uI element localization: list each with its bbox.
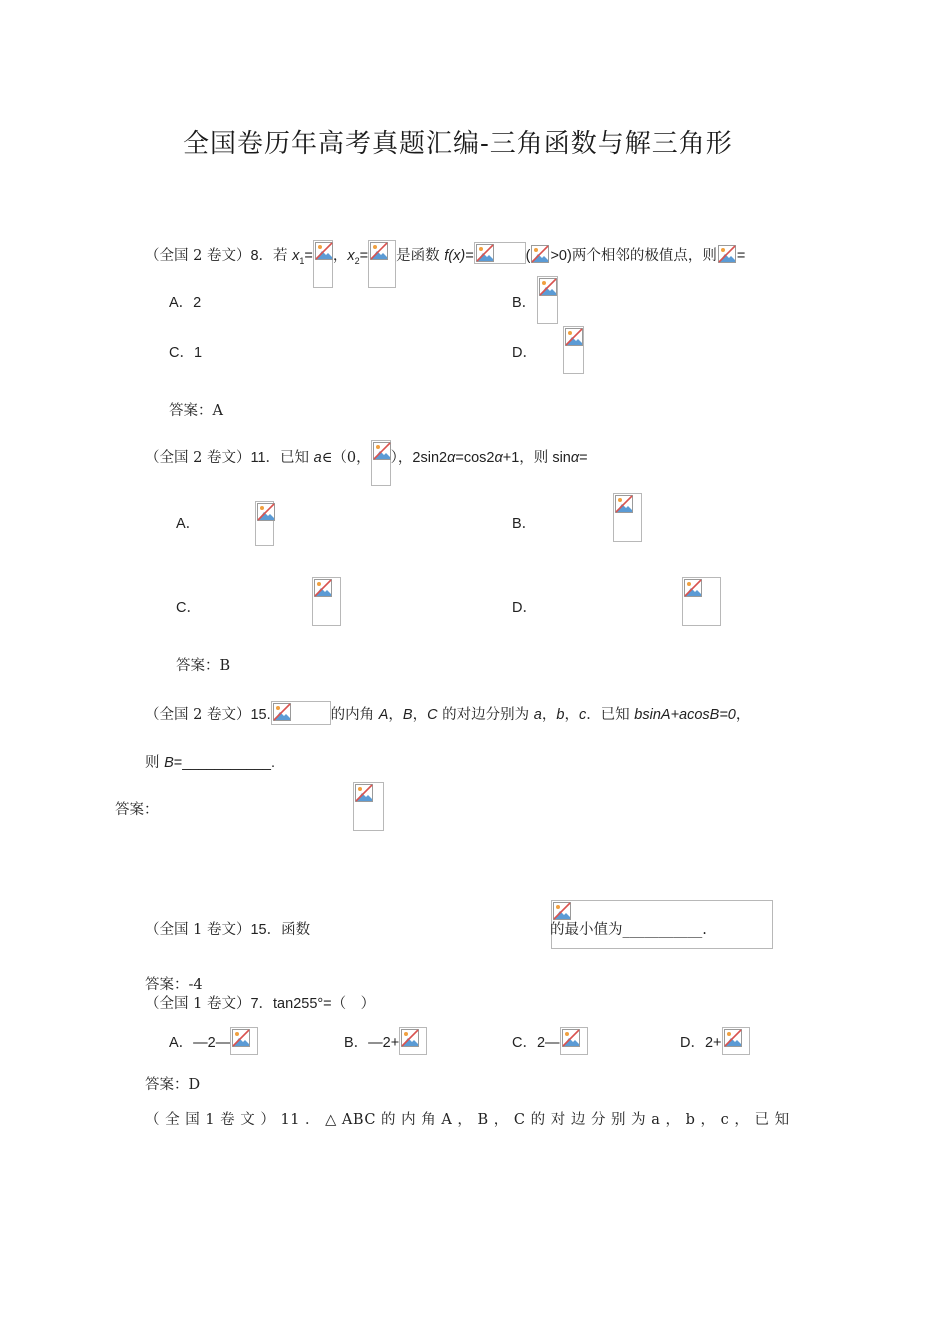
option-d xyxy=(680,1027,750,1055)
var-x1: x xyxy=(292,248,300,264)
formula-image-icon xyxy=(537,276,558,324)
equals-sign: = xyxy=(359,248,369,264)
answer: 答案：B xyxy=(176,658,231,674)
comma: ， xyxy=(332,248,348,264)
option-c xyxy=(512,1027,588,1055)
formula-image-icon xyxy=(563,326,584,374)
question-number: 15. xyxy=(250,707,271,723)
stem-text: +1，则 sin xyxy=(502,450,571,466)
formula-image-icon xyxy=(371,440,391,486)
stem-text: tan255°=（ ） xyxy=(273,996,376,1012)
formula-image-icon xyxy=(368,240,396,288)
stem-text: =cos2 xyxy=(455,450,495,466)
option-a: A． xyxy=(176,516,201,532)
omega-image-icon xyxy=(530,244,550,264)
option-d: D． xyxy=(512,600,537,616)
question-2-stem xyxy=(145,440,588,486)
answer: 答案： xyxy=(115,802,159,818)
question-source: （全国 2 卷文） xyxy=(145,450,251,466)
answer: 答案：-4 xyxy=(145,977,203,993)
question-4-stem xyxy=(145,918,310,939)
question-source: （全国 2 卷文） xyxy=(145,707,251,723)
condition-text: >0) xyxy=(550,248,572,264)
comma: ， xyxy=(564,707,579,723)
stem-text: 若 xyxy=(273,248,293,264)
equals-sign: = xyxy=(304,248,313,264)
comma: ， xyxy=(541,707,557,723)
var-a: a xyxy=(533,707,542,723)
question-5-stem xyxy=(145,992,375,1013)
var-alpha: α xyxy=(494,450,503,466)
stem-text: 两个相邻的极值点，则 xyxy=(571,248,717,264)
function-fx: f(x)= xyxy=(444,248,474,264)
formula-image-icon xyxy=(399,1027,427,1055)
formula-image-icon xyxy=(230,1027,258,1055)
question-number: 15． xyxy=(250,922,282,938)
var-alpha: α xyxy=(570,450,580,466)
equals-sign: = xyxy=(736,248,746,264)
equals-sign: = xyxy=(579,450,588,466)
var-b: b xyxy=(556,707,565,723)
stem-text: 函数 xyxy=(281,922,311,938)
stem-text: 的内角 xyxy=(330,707,379,723)
answer-blank: =___________. xyxy=(173,755,275,771)
formula-image-icon xyxy=(722,1027,750,1055)
stem-text: 则 xyxy=(145,755,165,771)
question-number: 8． xyxy=(250,248,274,264)
var-alpha: a xyxy=(313,450,322,466)
formula-image-icon xyxy=(682,577,721,626)
option-text: B．—2+ xyxy=(344,1035,400,1051)
stem-text: 的对边分别为 xyxy=(437,707,534,723)
formula-image-icon xyxy=(271,701,331,725)
option-d: D． xyxy=(512,345,537,361)
question-source: （全国 2 卷文） xyxy=(145,248,251,264)
stem-text: 是函数 xyxy=(396,248,445,264)
option-b: B． xyxy=(512,295,537,311)
paren: ( xyxy=(525,248,531,264)
omega-image-icon xyxy=(717,244,737,264)
var-A: A xyxy=(378,707,389,723)
option-b: B． xyxy=(512,516,537,532)
question-6-stem: （ 全 国 1 卷 文 ） 11 ． △ ABC 的 内 角 A ， B ， C 的 对 边 分 别 为 a ， b ， c ， 已 知 xyxy=(145,1112,790,1128)
question-number: 7． xyxy=(250,996,274,1012)
var-c: c xyxy=(578,707,587,723)
comma: ， xyxy=(388,707,403,723)
question-3-line2 xyxy=(145,751,275,772)
formula-image-icon xyxy=(474,242,526,264)
question-1-stem xyxy=(145,240,745,288)
stem-text: 的最小值为___________. xyxy=(550,922,707,938)
subscript: 1 xyxy=(299,255,305,266)
option-a: A．2 xyxy=(169,295,202,311)
var-B: B xyxy=(402,707,413,723)
page-title: 全国卷历年高考真题汇编-三角函数与解三角形 xyxy=(183,129,733,159)
answer: 答案：A xyxy=(169,403,223,419)
stem-text: ∈（0， xyxy=(321,450,371,466)
question-3-stem xyxy=(145,701,750,725)
formula-image-icon xyxy=(613,493,642,542)
comma: ， xyxy=(735,707,751,723)
formula-image-icon xyxy=(353,782,384,831)
stem-text: 已知 xyxy=(280,450,314,466)
formula-image-icon xyxy=(313,240,333,288)
stem-text: ．已知 xyxy=(586,707,635,723)
option-text: C．2— xyxy=(512,1035,560,1051)
formula-image-icon xyxy=(560,1027,588,1055)
var-x2: x xyxy=(347,248,355,264)
question-source: （全国 1 卷文） xyxy=(145,922,251,938)
comma: ， xyxy=(412,707,428,723)
stem-text: ），2sin2 xyxy=(390,450,448,466)
formula-image-icon xyxy=(312,577,341,626)
question-number: 11． xyxy=(250,450,281,466)
answer: 答案：D xyxy=(145,1077,201,1093)
formula-image-icon xyxy=(255,501,274,546)
var-C: C xyxy=(427,707,438,723)
question-source: （全国 1 卷文） xyxy=(145,996,251,1012)
var-alpha: α xyxy=(447,450,456,466)
option-c: C． xyxy=(176,600,201,616)
option-b xyxy=(344,1027,427,1055)
option-text: D．2+ xyxy=(680,1035,722,1051)
option-a xyxy=(169,1027,258,1055)
option-c: C．1 xyxy=(169,345,203,361)
var-B: B xyxy=(164,755,174,771)
option-text: A．—2— xyxy=(169,1035,231,1051)
condition-text: bsinA+acosB=0 xyxy=(634,707,736,723)
subscript: 2 xyxy=(354,255,360,266)
